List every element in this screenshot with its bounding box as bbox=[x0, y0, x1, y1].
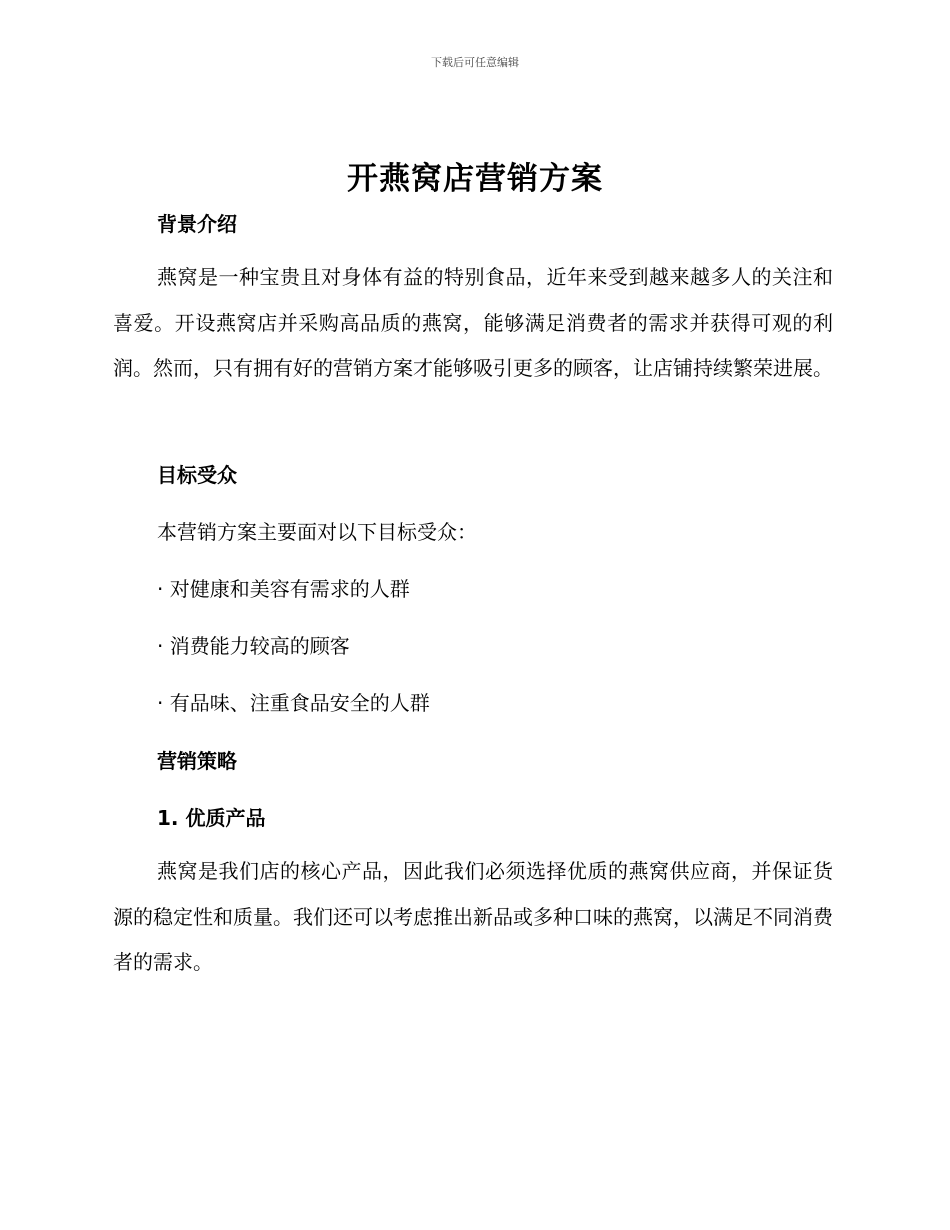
heading-audience: 目标受众 bbox=[157, 463, 237, 487]
audience-item: · 消费能力较高的顾客 bbox=[157, 634, 350, 658]
audience-item: · 对健康和美容有需求的人群 bbox=[157, 577, 410, 601]
heading-quality-product: 1. 优质产品 bbox=[157, 806, 266, 830]
paragraph-quality-product: 燕窝是我们店的核心产品，因此我们必须选择优质的燕窝供应商，并保证货源的稳定性和质量。我们还可以考虑推出新品或多种口味的燕窝，以满足不同消费者的需求。 bbox=[113, 859, 833, 974]
audience-item: · 有品味、注重食品安全的人群 bbox=[157, 691, 430, 715]
page-header-note: 下载后可任意编辑 bbox=[431, 56, 519, 69]
document-title: 开燕窝店营销方案 bbox=[347, 161, 603, 197]
heading-background: 背景介绍 bbox=[157, 212, 237, 236]
audience-intro: 本营销方案主要面对以下目标受众： bbox=[157, 520, 477, 544]
paragraph-background: 燕窝是一种宝贵且对身体有益的特别食品，近年来受到越来越多人的关注和喜爱。开设燕窝店并采购高品质的燕窝，能够满足消费者的需求并获得可观的利润。然而，只有拥有好的营销方案才能够吸引更多的顾客，让店铺持续繁荣进展。 bbox=[113, 265, 833, 380]
heading-strategy: 营销策略 bbox=[157, 749, 237, 773]
